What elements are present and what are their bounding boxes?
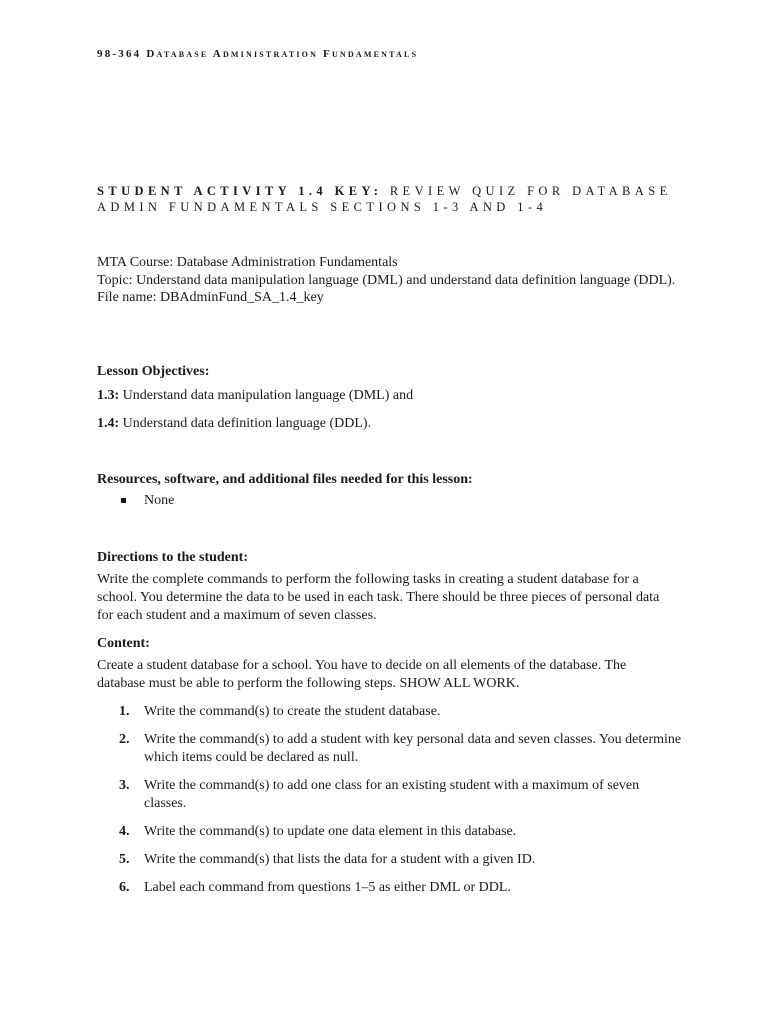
- directions-section: [97, 549, 667, 625]
- objective-code: 1.4:: [97, 416, 120, 431]
- task-item: [97, 823, 684, 841]
- task-number: 2.: [119, 732, 130, 747]
- objective-item: [97, 387, 677, 405]
- task-item: [97, 879, 684, 897]
- directions-text: Write the complete commands to perform the following tasks in creating a student database for a school. You determine the data to be used in each task. There should be three pieces of personal data for each student and a maximum of seven classes.: [97, 572, 660, 623]
- task-item: [97, 703, 684, 721]
- task-text: Write the command(s) that lists the data for a student with a given ID.: [144, 852, 536, 867]
- lesson-objectives: [97, 363, 677, 433]
- resources-heading: Resources, software, and additional files needed for this lesson:: [97, 472, 473, 487]
- content-intro: Create a student database for a school. You have to decide on all elements of the database. The database must be able to perform the following steps. SHOW ALL WORK.: [97, 658, 627, 691]
- square-bullet-icon: [121, 498, 126, 503]
- task-item: [97, 851, 684, 869]
- task-text: Label each command from questions 1–5 as either DML or DDL.: [144, 880, 511, 895]
- task-text: Write the command(s) to create the student database.: [144, 704, 441, 719]
- course-meta: [97, 254, 677, 307]
- task-number: 6.: [119, 880, 130, 895]
- task-list: [97, 703, 682, 897]
- objective-text: Understand data manipulation language (DML) and: [122, 387, 414, 403]
- objective-code: 1.3:: [97, 387, 120, 403]
- list-item: [97, 492, 697, 510]
- activity-title-label: STUDENT ACTIVITY 1.4 KEY:: [97, 184, 383, 198]
- content-heading: Content:: [97, 636, 150, 651]
- task-text: Write the command(s) to add a student with key personal data and seven classes. You determine which items could be declared as null.: [144, 732, 682, 765]
- activity-title: [97, 183, 697, 215]
- objective-text: Understand data definition language (DDL).: [122, 416, 372, 431]
- course-name: MTA Course: Database Administration Fundamentals: [97, 255, 398, 270]
- task-item: [97, 731, 684, 767]
- directions-heading: Directions to the student:: [97, 550, 249, 565]
- objectives-heading: Lesson Objectives:: [97, 364, 210, 379]
- task-number: 1.: [119, 704, 130, 719]
- task-item: [97, 777, 684, 813]
- task-number: 5.: [119, 852, 130, 867]
- resource-item: None: [144, 492, 175, 508]
- task-number: 3.: [119, 778, 130, 793]
- task-text: Write the command(s) to add one class for an existing student with a maximum of seven classes.: [144, 778, 640, 811]
- running-header: 98-364 Database Administration Fundamentals: [97, 48, 419, 60]
- task-number: 4.: [119, 824, 130, 839]
- objective-item: [97, 415, 677, 433]
- topic: Topic: Understand data manipulation language (DML) and understand data definition language (DDL).: [97, 272, 676, 288]
- activity-title-text: REVIEW QUIZ FOR DATABASE ADMIN FUNDAMENTALS SECTIONS 1-3 AND 1-4: [97, 184, 672, 214]
- resources-section: [97, 471, 697, 509]
- file-name: File name: DBAdminFund_SA_1.4_key: [97, 290, 324, 305]
- content-section: [97, 635, 682, 907]
- task-text: Write the command(s) to update one data element in this database.: [144, 824, 517, 839]
